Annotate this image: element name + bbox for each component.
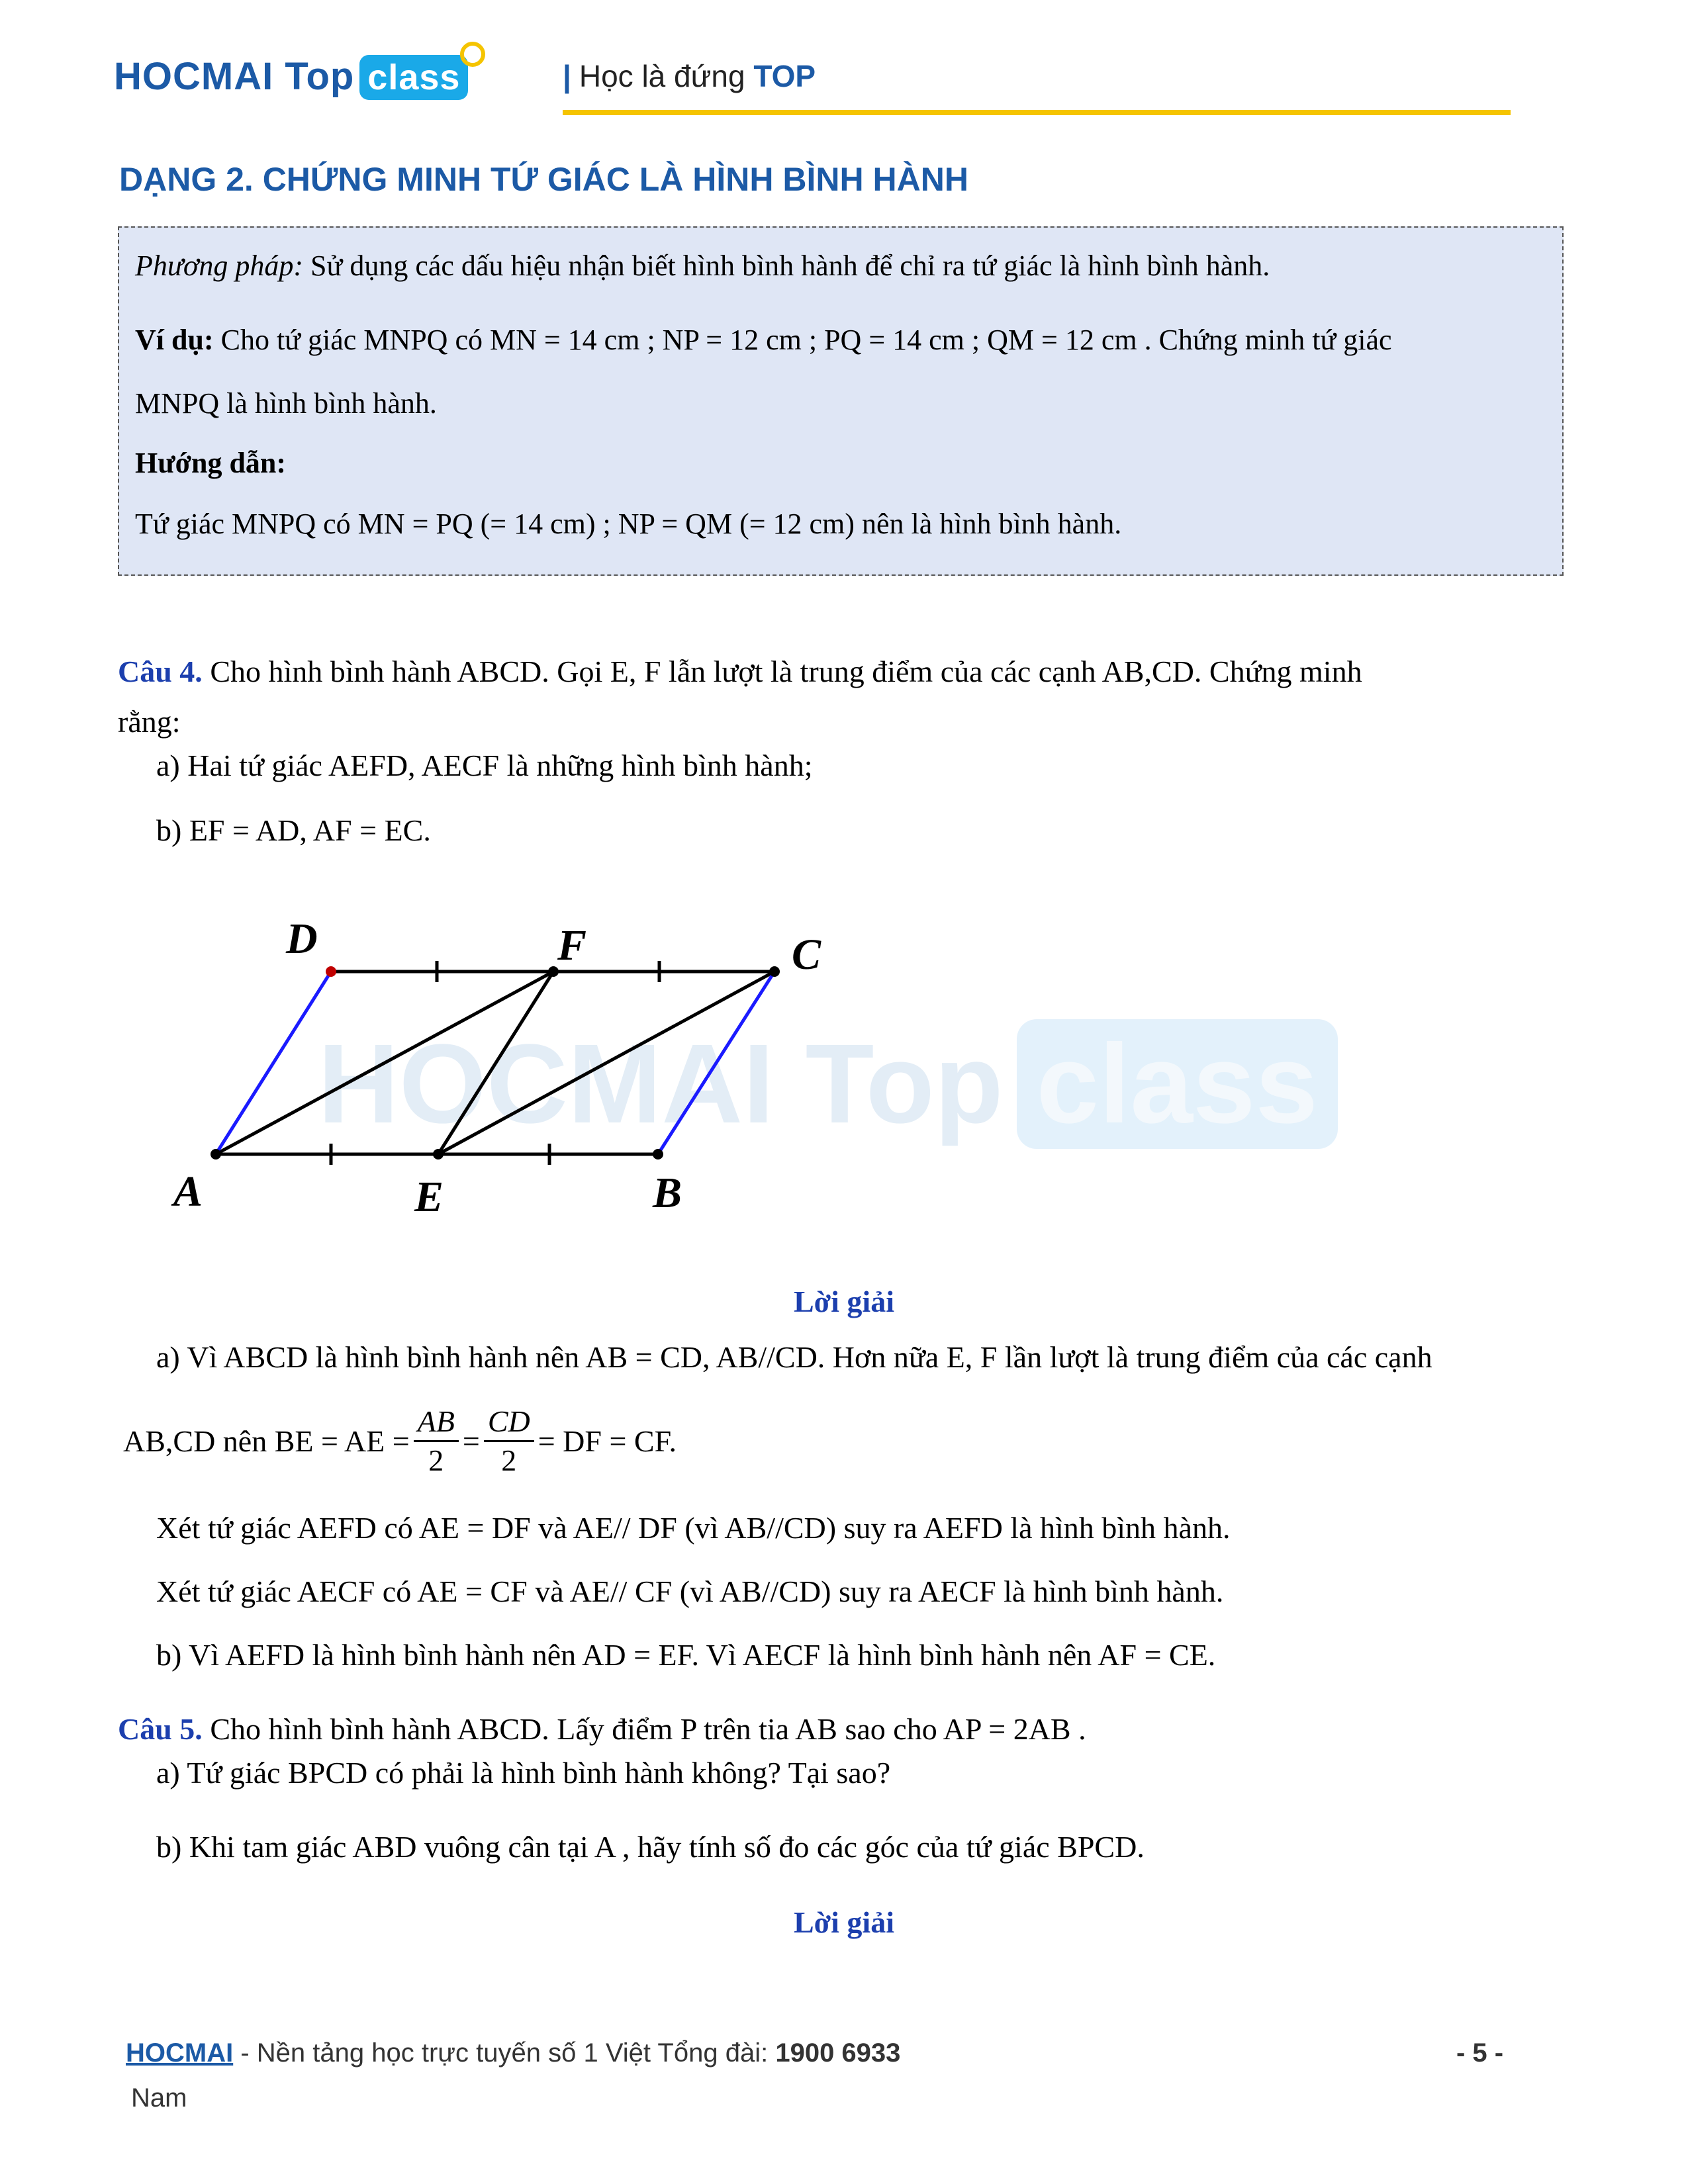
segment-bc [658, 972, 774, 1154]
section-title: DẠNG 2. CHỨNG MINH TỨ GIÁC LÀ HÌNH BÌNH HÀNH [119, 161, 968, 198]
guide-label: Hướng dẫn: [135, 447, 287, 479]
label-c: C [792, 931, 821, 979]
footer-continuation: Nam [131, 2083, 187, 2113]
solution-4-line-1: a) Vì ABCD là hình bình hành nên AB = CD, AB//CD. Hơn nữa E, F lần lượt là trung điểm của các cạnh [156, 1340, 1432, 1374]
segment-ad [216, 972, 331, 1154]
label-d: D [286, 915, 318, 963]
logo-class-badge: class [359, 55, 468, 100]
point-e [433, 1149, 444, 1160]
fraction-ab-over-2: $\frac{AB}{2}$ [414, 1403, 459, 1479]
question-5-part-a: a) Tứ giác BPCD có phải là hình bình hành không? Tại sao? [156, 1756, 891, 1790]
question-4-line-2: rằng: [118, 705, 181, 739]
solution-5-title: Lời giải [794, 1905, 894, 1939]
fraction-cd-over-2: $\frac{CD}{2}$ [484, 1403, 534, 1479]
watermark-logo: HOCMAI Top class [318, 1019, 1338, 1149]
example-line-1: Ví dụ: Cho tứ giác MNPQ có MN = 14 cm ; NP = 12 cm ; PQ = 14 cm ; QM = 12 cm . Chứng minh tứ giác [135, 324, 1392, 356]
solution-4-line-2: AB,CD nên BE = AE = $\frac{AB}{2}$ = $\frac{CD}{2}$ = DF = CF. [123, 1403, 677, 1479]
solution-4-title: Lời giải [794, 1285, 894, 1318]
question-5-part-b: b) Khi tam giác ABD vuông cân tại A , hãy tính số đo các góc của tứ giác BPCD. [156, 1830, 1145, 1864]
segment-ec [438, 972, 774, 1154]
method-line: Phương pháp: Sử dụng các dấu hiệu nhận biết hình bình hành để chỉ ra tứ giác là hình bình hành. [135, 250, 1270, 282]
footer-brand-link[interactable]: HOCMAI [126, 2038, 234, 2068]
tagline: | Học là đứng TOP [563, 59, 816, 93]
logo-main-text: HOCMAI Top [114, 55, 355, 98]
question-4-line-1: Câu 4. Cho hình bình hành ABCD. Gọi E, F lẫn lượt là trung điểm của các cạnh AB,CD. Chứng minh [118, 655, 1362, 688]
segment-af [216, 972, 553, 1154]
segment-ef [438, 972, 553, 1154]
label-b: B [653, 1169, 682, 1217]
solution-4-line-5: b) Vì AEFD là hình bình hành nên AD = EF. Vì AECF là hình bình hành nên AF = CE. [156, 1638, 1216, 1672]
point-a [211, 1149, 221, 1160]
question-5-line-1: Câu 5. Cho hình bình hành ABCD. Lấy điểm P trên tia AB sao cho AP = 2AB . [118, 1712, 1086, 1746]
label-e: E [414, 1173, 444, 1221]
example-line-2: MNPQ là hình bình hành. [135, 387, 437, 420]
point-b [653, 1149, 663, 1160]
point-c [769, 966, 780, 977]
label-a: A [173, 1167, 203, 1216]
solution-4-line-4: Xét tứ giác AECF có AE = CF và AE// CF (vì AB//CD) suy ra AECF là hình bình hành. [156, 1574, 1224, 1608]
point-d [326, 966, 336, 977]
solution-4-line-3: Xét tứ giác AEFD có AE = DF và AE// DF (vì AB//CD) suy ra AEFD là hình bình hành. [156, 1511, 1231, 1545]
guide-text: Tứ giác MNPQ có MN = PQ (= 14 cm) ; NP = QM (= 12 cm) nên là hình bình hành. [135, 508, 1122, 540]
footer: HOCMAI - Nền tảng học trực tuyến số 1 Việt Tổng đài: 1900 6933 [126, 2038, 901, 2068]
page-number: - 5 - [1456, 2038, 1504, 2068]
label-f: F [557, 921, 587, 970]
question-4-part-b: b) EF = AD, AF = EC. [156, 813, 431, 847]
question-4-part-a: a) Hai tứ giác AEFD, AECF là những hình bình hành; [156, 749, 813, 782]
